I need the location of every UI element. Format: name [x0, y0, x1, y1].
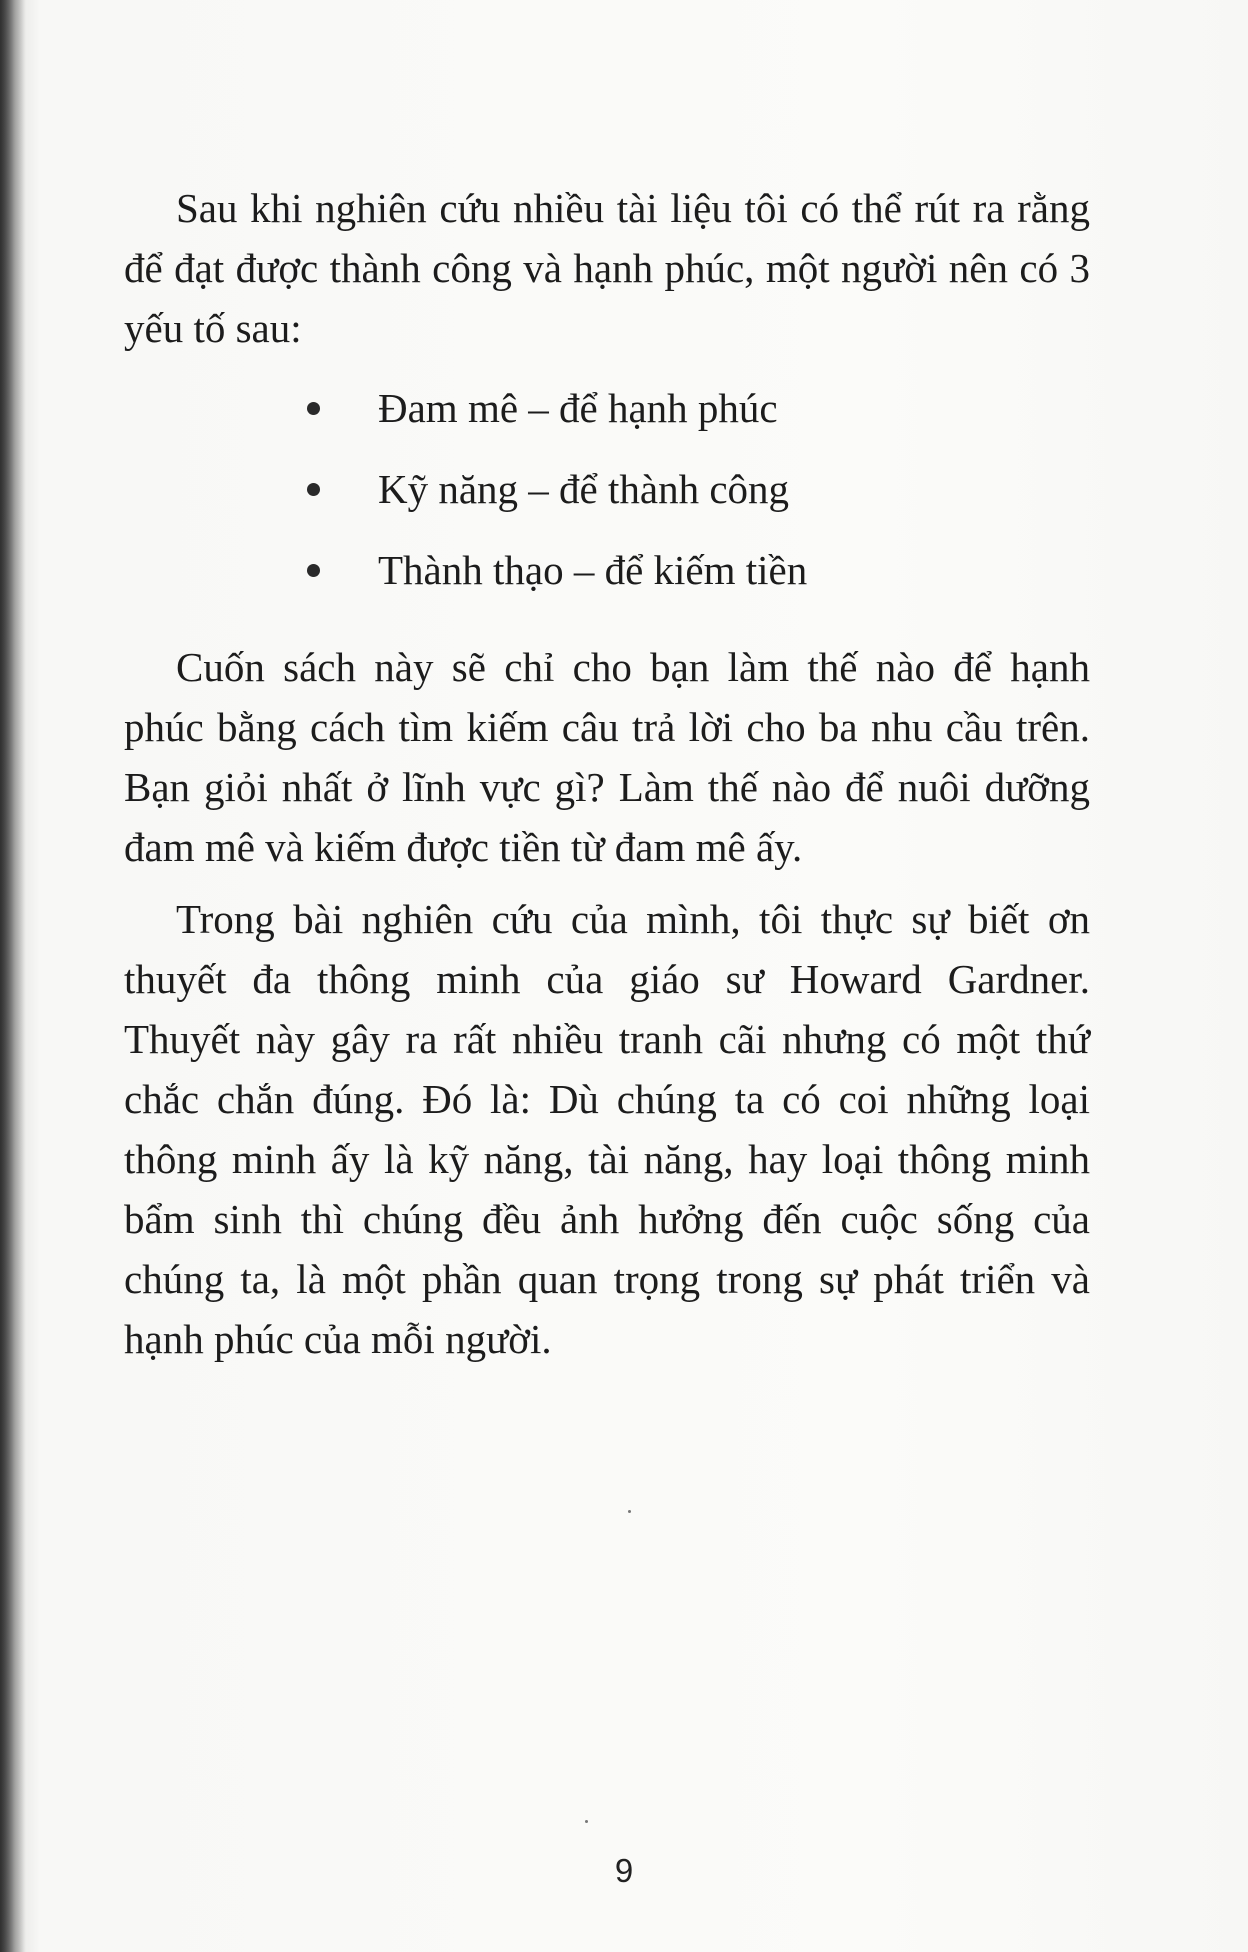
- page-number: 9: [614, 1852, 634, 1889]
- paragraph-book-purpose: Cuốn sách này sẽ chỉ cho bạn làm thế nào để hạnh phúc bằng cách tìm kiếm câu trả lời cho ba nhu cầu trên. Bạn giỏi nhất ở lĩnh vực gì? Làm thế nào để nuôi dưỡng đam mê và kiếm được tiền từ đam mê ấy.: [124, 644, 1090, 870]
- list-item-text: Thành thạo – để kiếm tiền: [378, 547, 808, 593]
- bullet-icon: [307, 564, 320, 577]
- bullet-icon: [307, 402, 320, 415]
- factor-list: [124, 378, 1090, 621]
- spine-shadow: [0, 0, 26, 1952]
- list-item-text: Đam mê – để hạnh phúc: [378, 385, 778, 431]
- body-text: [124, 178, 1090, 1369]
- paragraph-intro: Sau khi nghiên cứu nhiều tài liệu tôi có thể rút ra rằng để đạt được thành công và hạnh phúc, một người nên có 3 yếu tố sau:: [124, 185, 1090, 351]
- paper-speck: [628, 1510, 631, 1513]
- paragraph-gardner: Trong bài nghiên cứu của mình, tôi thực sự biết ơn thuyết đa thông minh của giáo sư Howard Gardner. Thuyết này gây ra rất nhiều tranh cãi nhưng có một thứ chắc chắn đúng. Đó là: Dù chúng ta có coi những loại thông minh ấy là kỹ năng, tài năng, hay loại thông minh bẩm sinh thì chúng đều ảnh hưởng đến cuộc sống của chúng ta, là một phần quan trọng trong sự phát triển và hạnh phúc của mỗi người.: [124, 896, 1090, 1362]
- list-item-text: Kỹ năng – để thành công: [378, 466, 790, 512]
- list-item: [124, 540, 1090, 621]
- bullet-icon: [307, 483, 320, 496]
- list-item: [124, 378, 1090, 459]
- list-item: [124, 459, 1090, 540]
- paper-speck: [585, 1820, 588, 1823]
